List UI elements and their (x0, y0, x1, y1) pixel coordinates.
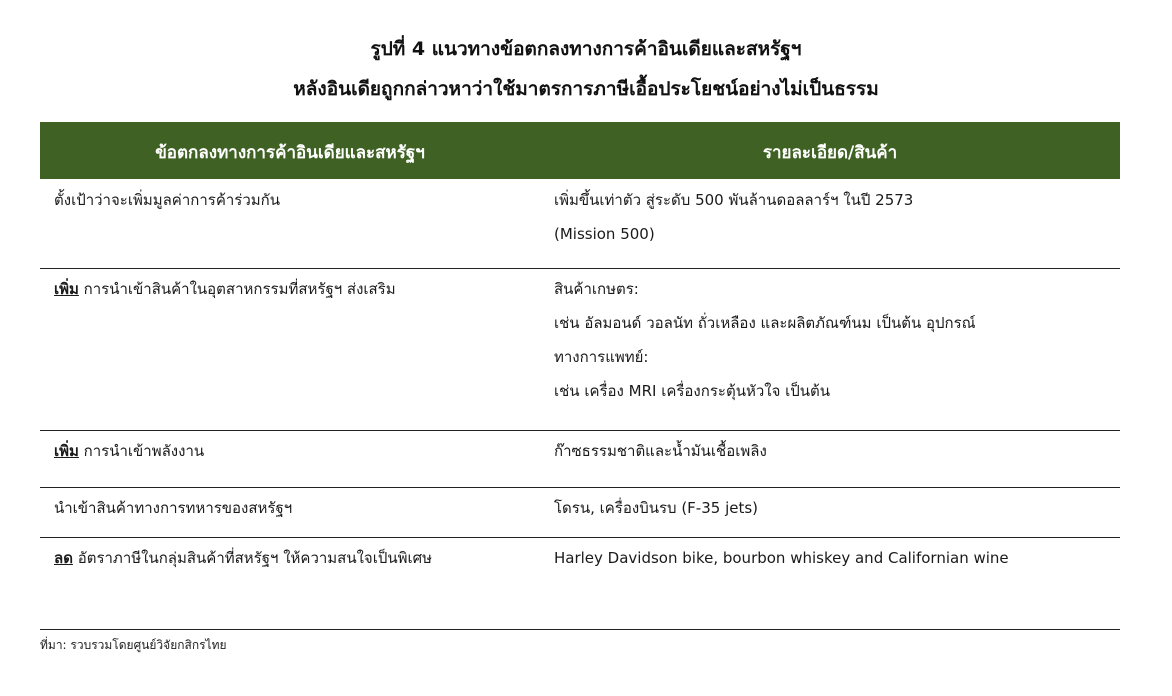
detail-line: เช่น เครื่อง MRI เครื่องกระตุ้นหัวใจ เป็นต้น (554, 382, 831, 400)
detail-line: เพิ่มขึ้นเท่าตัว สู่ระดับ 500 พันล้านดอลลาร์ฯ ในปี 2573 (554, 191, 914, 209)
row-agreement-cell (54, 183, 524, 217)
detail-line: ทางการแพทย์: (554, 348, 649, 366)
row-detail-cell (554, 541, 1114, 575)
detail-line: ก๊าซธรรมชาติและน้ำมันเชื้อเพลิง (554, 442, 767, 460)
detail-line: สินค้าเกษตร: (554, 280, 639, 298)
table-row (40, 487, 1120, 538)
table-header (40, 122, 1120, 179)
keyword: เพิ่ม (54, 280, 79, 298)
table-row (40, 179, 1120, 269)
row-detail-cell (554, 491, 1114, 525)
agreement-text: ตั้งเป้าว่าจะเพิ่มมูลค่าการค้าร่วมกัน (54, 191, 280, 209)
table-row (40, 537, 1120, 630)
source-note: ที่มา: รวบรวมโดยศูนย์วิจัยกสิกรไทย (40, 638, 227, 652)
keyword: เพิ่ม (54, 442, 79, 460)
agreement-text: การนำเข้าสินค้าในอุตสาหกรรมที่สหรัฐฯ ส่งเสริม (78, 280, 396, 298)
row-agreement-cell (54, 272, 524, 306)
detail-line: Harley Davidson bike, bourbon whiskey and Californian wine (554, 549, 1009, 567)
row-detail-cell (554, 434, 1114, 468)
agreement-text: อัตราภาษีในกลุ่มสินค้าที่สหรัฐฯ ให้ความสนใจเป็นพิเศษ (72, 549, 433, 567)
agreement-text: นำเข้าสินค้าทางการทหารของสหรัฐฯ (54, 499, 293, 517)
figure-title-line2: หลังอินเดียถูกกล่าวหาว่าใช้มาตรการภาษีเอื้อประโยชน์อย่างไม่เป็นธรรม (293, 78, 879, 100)
keyword: ลด (54, 549, 73, 567)
detail-line: เช่น อัลมอนด์ วอลนัท ถั่วเหลือง และผลิตภัณฑ์นม เป็นต้น อุปกรณ์ (554, 314, 976, 332)
row-agreement-cell (54, 491, 524, 525)
table-row (40, 430, 1120, 488)
row-detail-cell (554, 183, 1114, 251)
agreement-text: การนำเข้าพลังงาน (78, 442, 205, 460)
table-row (40, 268, 1120, 431)
column-header-agreement: ข้อตกลงทางการค้าอินเดียและสหรัฐฯ (155, 143, 425, 163)
column-header-details: รายละเอียด/สินค้า (762, 143, 898, 163)
row-agreement-cell (54, 541, 524, 575)
figure-title-line1: รูปที่ 4 แนวทางข้อตกลงทางการค้าอินเดียและสหรัฐฯ (370, 38, 802, 60)
row-agreement-cell (54, 434, 524, 468)
detail-line: โดรน, เครื่องบินรบ (F-35 jets) (554, 499, 759, 517)
detail-line: (Mission 500) (554, 225, 655, 243)
row-detail-cell (554, 272, 1114, 408)
